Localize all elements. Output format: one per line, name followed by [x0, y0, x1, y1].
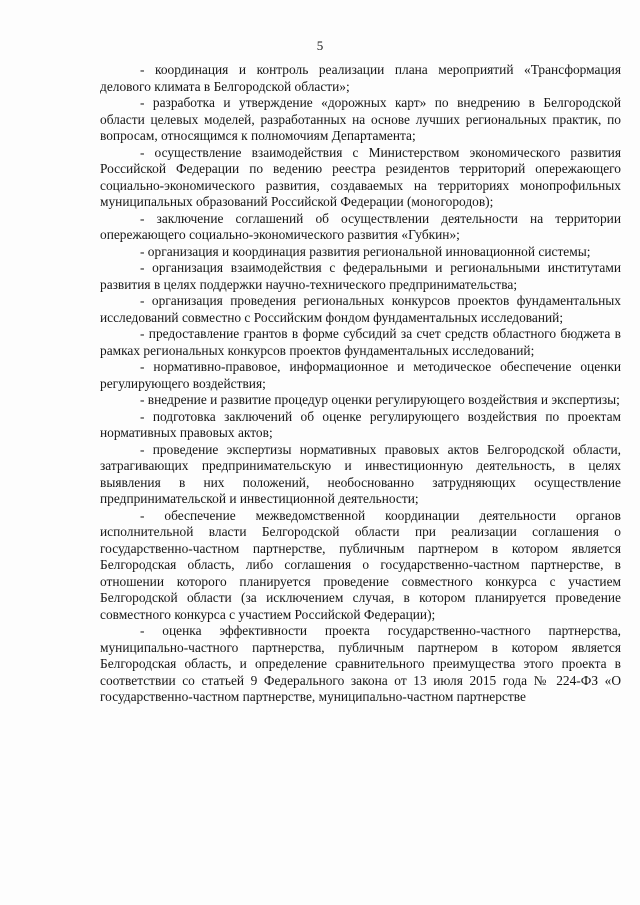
paragraph: - предоставление грантов в форме субсидий за счет средств областного бюджета в рамках региональных конкурсов проектов фундаментальных исследований; [100, 326, 621, 358]
paragraph: - организация и координация развития региональной инновационной системы; [140, 243, 591, 259]
paragraph: - осуществление взаимодействия с Министерством экономического развития Российской Федерации по ведению реестра резидентов территорий опережающего социально-экономического развития, создаваемых на территориях монопрофильных муниципальных образований Российской Федерации (моногородов); [100, 144, 621, 209]
paragraph: - проведение экспертизы нормативных правовых актов Белгородской области, затрагивающих предпринимательскую и инвестиционную деятельность, в целях выявления в них положений, необоснованно затрудняющих осуществление предпринимательской и инвестиционной деятельности; [100, 441, 621, 506]
paragraph: - подготовка заключений об оценке регулирующего воздействия по проектам нормативных правовых актов; [100, 408, 621, 440]
paragraph: - организация проведения региональных конкурсов проектов фундаментальных исследований совместно с Российским фондом фундаментальных исследований; [100, 293, 621, 325]
paragraph: - организация взаимодействия с федеральными и региональными институтами развития в целях поддержки научно-технического предпринимательства; [100, 260, 621, 292]
page-number: 5 [316, 38, 324, 53]
paragraph: - оценка эффективности проекта государственно-частного партнерства, муниципально-частного партнерства, публичным партнером в котором является Белгородская область, и определение сравнительного преимущества этого проекта в соответствии со статьей 9 Федерального закона от 13 июля 2015 года № 224-ФЗ «О государственно-частном партнерстве, муниципально-частном партнерстве [100, 623, 621, 704]
paragraph: - разработка и утверждение «дорожных карт» по внедрению в Белгородской области целевых моделей, разработанных на основе лучших региональных практик, по вопросам, относящимся к полномочиям Департамента; [100, 95, 621, 143]
document-body [100, 62, 621, 706]
paragraph: - нормативно-правовое, информационное и методическое обеспечение оценки регулирующего воздействия; [100, 359, 621, 391]
paragraph: - координация и контроль реализации плана мероприятий «Трансформация делового климата в Белгородской области»; [100, 62, 621, 94]
paragraph: - обеспечение межведомственной координации деятельности органов исполнительной власти Белгородской области при реализации соглашения о государственно-частном партнерстве, публичным партнером в котором является Белгородская область, либо соглашения о государственно-частном партнерстве, в отношении которого планируется проведение совместного конкурса с участием Белгородской области (за исключением случая, в котором планируется проведение совместного конкурса с участием Российской Федерации); [100, 507, 621, 622]
paragraph: - внедрение и развитие процедур оценки регулирующего воздействия и экспертизы; [140, 392, 620, 407]
paragraph: - заключение соглашений об осуществлении деятельности на территории опережающего социально-экономического развития «Губкин»; [100, 210, 621, 242]
